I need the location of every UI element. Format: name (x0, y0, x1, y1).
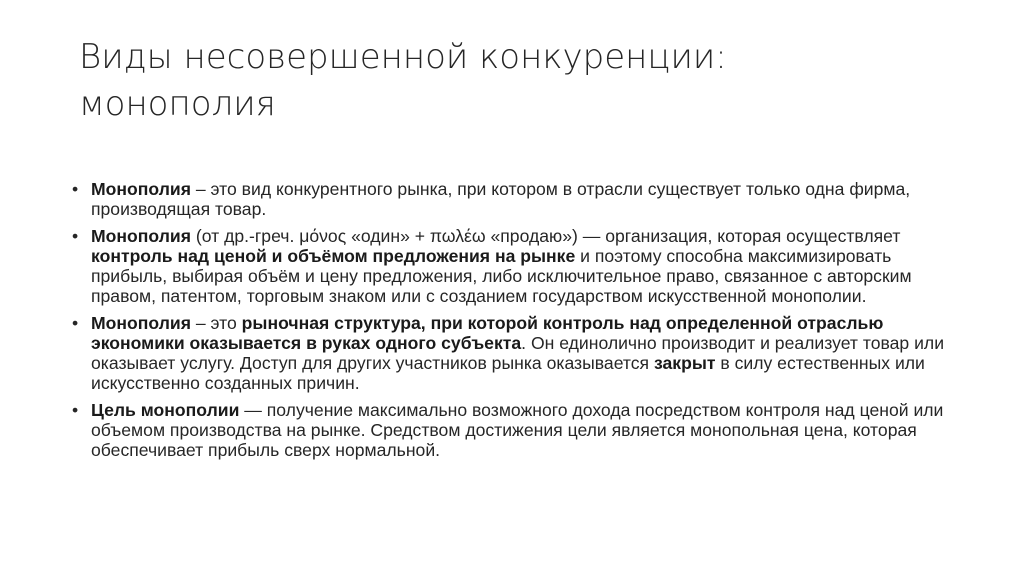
bullet-item-4 (72, 400, 952, 460)
bullet-item-2 (72, 226, 952, 306)
bullet-text-bold: закрыт (653, 353, 716, 373)
bullet-text-bold: рыночная структура, при которой контроль над определенной отраслью экономики оказывается в руках одного субъекта (91, 313, 884, 353)
bullet-marker: • (72, 400, 79, 420)
slide-title-line-2: монополия (79, 84, 276, 124)
bullet-marker: • (72, 313, 79, 333)
bullet-text-bold: контроль над ценой и объёмом предложения на рынке (91, 246, 576, 266)
bullet-text-bold: Цель монополии (91, 400, 240, 420)
slide-title (79, 34, 979, 128)
bullet-text-bold: Монополия (91, 226, 191, 246)
bullet-list (72, 179, 952, 467)
bullet-marker: • (72, 226, 79, 246)
bullet-text: в силу естественных или искусственно созданных причин. (91, 353, 925, 393)
bullet-text: – это вид конкурентного рынка, при котором в отрасли существует только одна фирма, производящая товар. (91, 179, 911, 219)
bullet-text: . Он единолично производит и реализует товар или оказывает услугу. Доступ для других участников рынка оказывается (91, 333, 945, 373)
bullet-text-bold: Монополия (91, 313, 191, 333)
slide-title-line-1: Виды несовершенной конкуренции: (79, 37, 727, 77)
bullet-marker: • (72, 179, 79, 199)
bullet-item-1 (72, 179, 952, 219)
bullet-text: – это (190, 313, 242, 333)
bullet-text-bold: Монополия (91, 179, 191, 199)
bullet-item-3 (72, 313, 952, 393)
bullet-text: (от др.-греч. μόνος «один» + πωλέω «продаю») — организация, которая осуществляет (190, 226, 901, 246)
bullet-text: — получение максимально возможного дохода посредством контроля над ценой или объемом производства на рынке. Средством достижения цели является монопольная цена, которая обеспечивает прибыль сверх нормальной. (91, 400, 944, 460)
bullet-text: и поэтому способна максимизировать прибыль, выбирая объём и цену предложения, либо исключительное право, связанное с авторским правом, патентом, торговым знаком или с созданием государством искусственной монополии. (91, 246, 912, 306)
